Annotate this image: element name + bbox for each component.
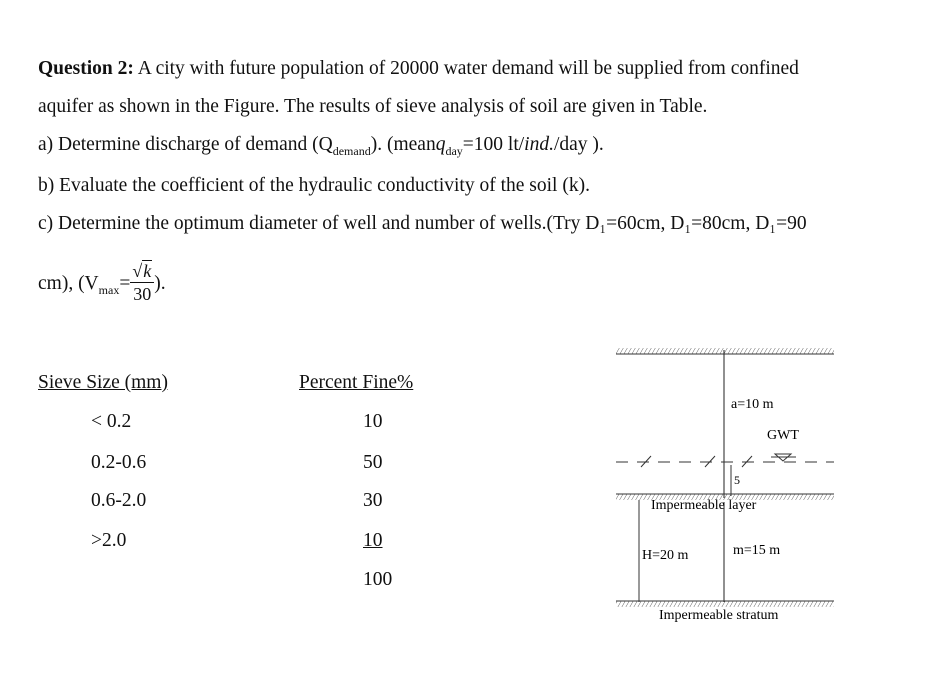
- table-cell: 10: [363, 530, 383, 551]
- part-c-formula: cm), ($V_{max}=$ $\frac{√k}{30}$ ).: [38, 261, 166, 304]
- label-impermeable-stratum: Impermeable stratum: [659, 608, 779, 623]
- table-cell: 0.6-2.0: [91, 490, 147, 511]
- label-five: 5: [734, 473, 740, 487]
- label-m: m=15 m: [733, 543, 781, 558]
- label-a: a=10 m: [731, 397, 774, 412]
- table-cell: >2.0: [91, 530, 127, 551]
- header-sieve-size: Sieve Size (mm): [38, 372, 168, 393]
- part-c: c) Determine the optimum diameter of well and number of wells.(Try D₁=60cm, D₁=80cm, D₁=90: [38, 213, 807, 234]
- table-cell: 30: [363, 490, 383, 511]
- table-cell: 50: [363, 452, 383, 473]
- table-cell: < 0.2: [91, 411, 132, 432]
- label-h: H=20 m: [642, 548, 689, 563]
- part-b: b) Evaluate the coefficient of the hydraulic conductivity of the soil (k).: [38, 175, 590, 196]
- part-a: a) Determine discharge of demand $(Q_{demand})$. (meanq$_{day}$=100 lt/ind./day ).: [38, 134, 604, 158]
- table-cell: 0.2-0.6: [91, 452, 147, 473]
- label-gwt: GWT: [767, 428, 799, 443]
- vmax-fraction: $\frac{√k}{30}$: [130, 260, 154, 305]
- ground-surface-hatch: [616, 348, 834, 354]
- table-total: 100: [363, 569, 393, 590]
- header-percent-fine: Percent Fine%: [299, 372, 414, 393]
- question-label: Question 2:: [38, 58, 134, 79]
- question-line-1: Question 2: A city with future population of 20000 water demand will be supplied from confined: [38, 58, 799, 79]
- question-line-2: aquifer as shown in the Figure. The results of sieve analysis of soil are given in Table.: [38, 96, 708, 117]
- table-cell: 10: [363, 411, 383, 432]
- impermeable-stratum-hatch: [616, 601, 834, 607]
- label-impermeable-layer: Impermeable layer: [651, 498, 757, 513]
